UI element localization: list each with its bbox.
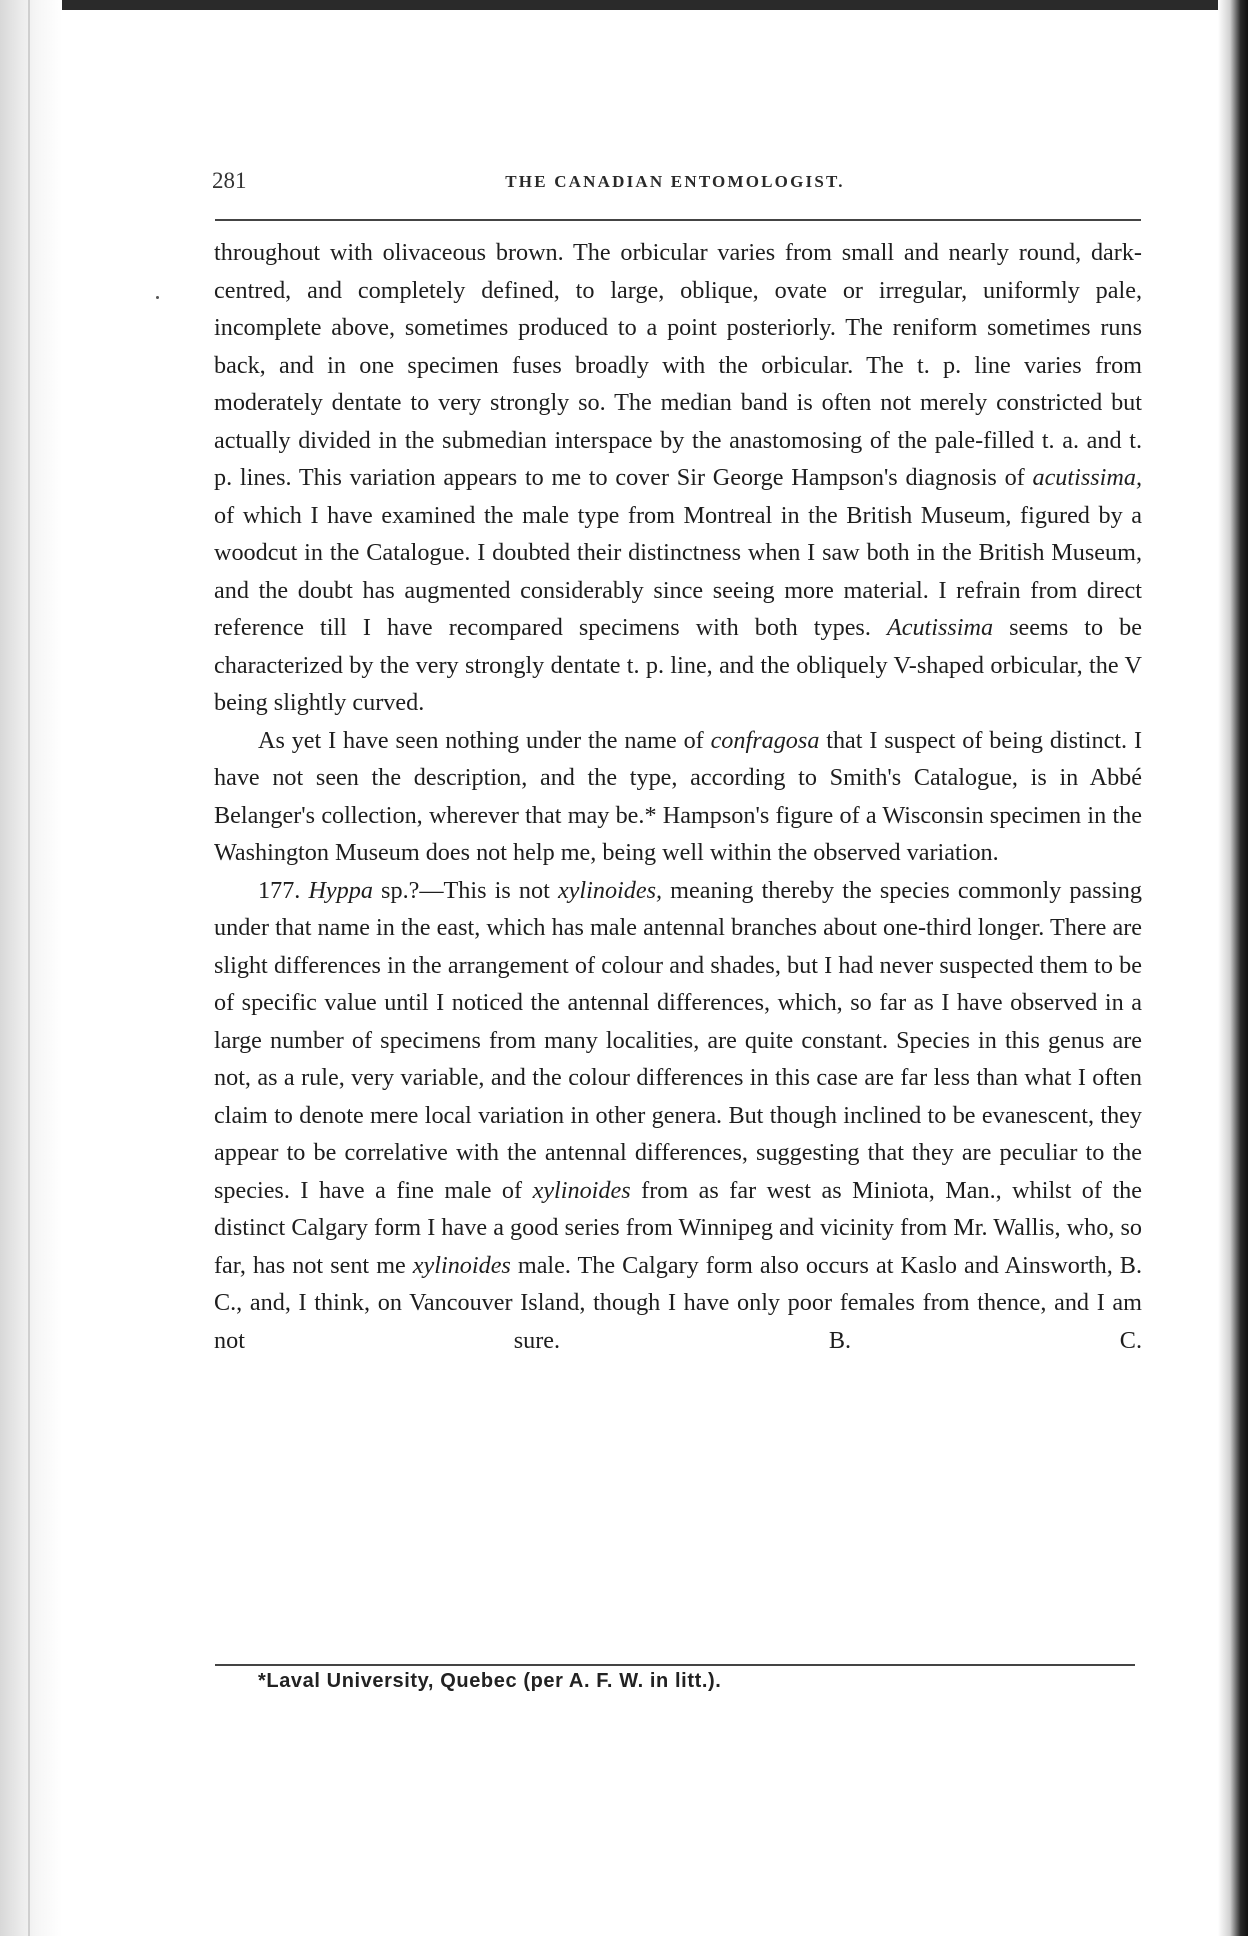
italic-term: confragosa xyxy=(710,726,820,754)
italic-term: xylinoides xyxy=(412,1251,511,1279)
paragraph-confragosa xyxy=(214,722,1142,872)
body-text xyxy=(214,234,1142,1359)
footnote: *Laval University, Quebec (per A. F. W. in litt.). xyxy=(258,1670,722,1692)
paragraph-hyppa xyxy=(214,872,1142,1360)
paragraph-continuation xyxy=(214,234,1142,722)
scan-right-edge xyxy=(1218,0,1248,1936)
footnote-rule xyxy=(215,1664,1135,1666)
text-run: of which I have examined the male type from Montreal in the British Museum, figured by a woodcut in the Catalogue. I doubted their distinctness when I saw both in the British Museum, and the doubt has augmented considerably since seeing more material. I refrain from direct reference till I have recompared specimens with both types. xyxy=(214,501,1142,641)
italic-term: xylinoides xyxy=(532,1176,631,1204)
italic-term: acutissima, xyxy=(1032,464,1142,491)
text-run: that I suspect of being distinct. I have not seen the description, and the type, according to Smith's Catalogue, is in Abbé Belanger's collection, wherever that may be.* Hampson's figure of a Wisconsin specimen in the Washington Museum does not help me, being well within the observed variation. xyxy=(214,726,1142,866)
text-run: throughout with olivaceous brown. The orbicular varies from small and nearly round, dark-centred, and completely defined, to large, oblique, ovate or irregular, uniformly pale, incomplete above, sometimes produced to a point posteriorly. The reniform sometimes runs back, and in one specimen fuses broadly with the orbicular. The t. p. line varies from moderately dentate to very strongly so. The median band is often not merely constricted but actually divided in the submedian interspace by the anastomosing of the pale-filled t. a. and t. p. lines. This variation appears to me to cover Sir George Hampson's diagnosis of xyxy=(214,239,1142,491)
header-rule xyxy=(215,219,1141,221)
text-run: seems to be characterized by the very strongly dentate t. p. line, and the obliquely V-shaped orbicular, the V being slightly curved. xyxy=(214,614,1142,716)
text-run: from as far west as Miniota, Man., whilst of the distinct Calgary form I have a good series from Winnipeg and vicinity from Mr. Wallis, who, so far, has not sent me xyxy=(214,1176,1142,1279)
text-run: As yet I have seen nothing under the name of xyxy=(258,726,711,754)
scan-left-edge xyxy=(0,0,62,1936)
italic-term: Hyppa xyxy=(308,876,373,904)
journal-title: THE CANADIAN ENTOMOLOGIST. xyxy=(505,172,845,191)
text-run: 177. xyxy=(258,876,309,904)
text-run: meaning thereby the species commonly passing under that name in the east, which has male antennal branches about one-third longer. There are slight differences in the arrangement of colour and shades, but I had never suspected them to be of specific value until I noticed the antennal differences, which, so far as I have observed in a large number of specimens from many localities, are quite constant. Species in this genus are not, as a rule, very variable, and the colour differences in this case are far less than what I often claim to denote mere local variation in other genera. But though inclined to be evanescent, they appear to be correlative with the antennal differences, suggesting that they are peculiar to the species. I have a fine male of xyxy=(214,876,1142,1204)
text-run: sp.?—This is not xyxy=(372,876,558,904)
scan-top-edge xyxy=(0,0,1248,10)
italic-term: Acutissima xyxy=(886,614,994,641)
running-header xyxy=(210,168,1140,208)
italic-term: xylinoides, xyxy=(557,876,663,904)
text-run: male. The Calgary form also occurs at Kaslo and Ainsworth, B. C., and, I think, on Vancouver Island, though I have only poor females from thence, and I am not sure. B. C. xyxy=(214,1251,1142,1354)
page-number: 281 xyxy=(212,168,247,193)
scan-speck xyxy=(156,296,159,299)
